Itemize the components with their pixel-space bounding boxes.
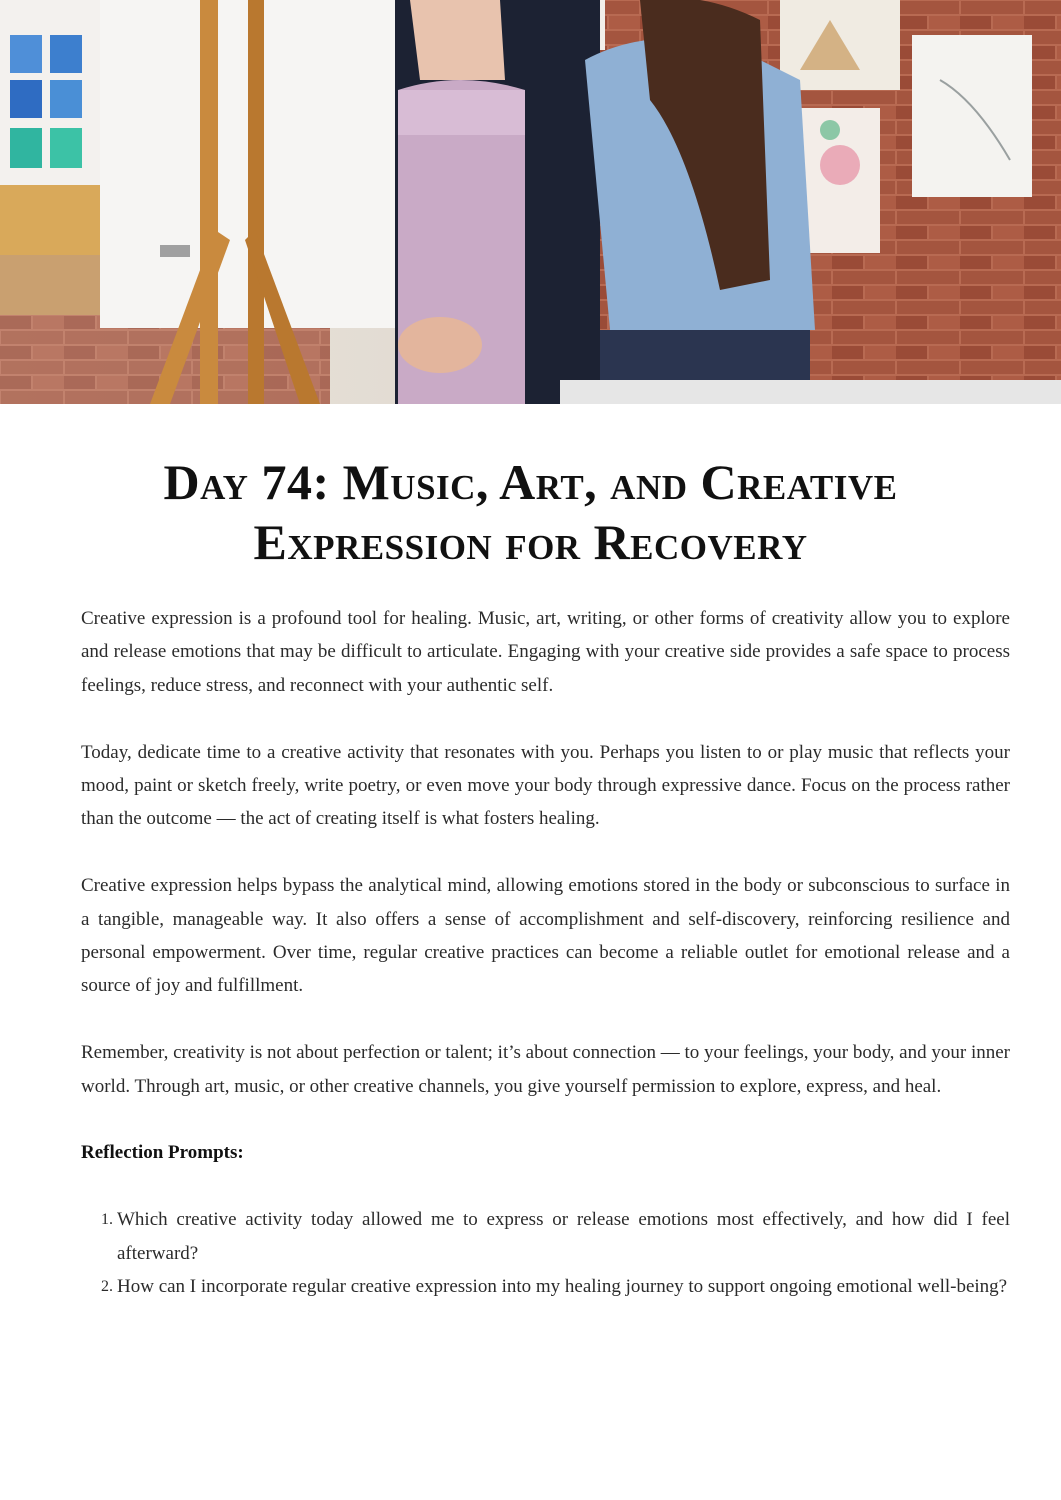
- paragraph: Creative expression helps bypass the analytical mind, allowing emotions stored in the body or subconscious to surface in a tangible, manageable way. It also offers a sense of accomplishment and self-discovery, reinforcing resilience and personal empowerment. Over time, regular creative practices can become a reliable outlet for emotional release and a source of joy and fulfillment.: [81, 875, 1010, 997]
- reflection-heading: Reflection Prompts:: [81, 1142, 244, 1164]
- page-title: [60, 452, 1001, 572]
- list-number: 1.: [101, 1211, 113, 1229]
- painter-left: [395, 0, 600, 404]
- list-item-text: How can I incorporate regular creative expression into my healing journey to support ongoing emotional well-being?: [117, 1276, 1008, 1298]
- title-line-1: Day 74: Music, Art, and Creative: [163, 454, 898, 510]
- paragraph: Today, dedicate time to a creative activity that resonates with you. Perhaps you listen to or play music that reflects your mood, paint or sketch freely, write poetry, or even move your body through expressive dance. Focus on the process rather than the outcome — the act of creating itself is what fosters healing.: [81, 741, 1010, 830]
- list-item-text: Which creative activity today allowed me to express or release emotions most effectively, and how did I feel afterward?: [117, 1209, 1010, 1264]
- paragraph: Creative expression is a profound tool for healing. Music, art, writing, or other forms of creativity allow you to explore and release emotions that may be difficult to articulate. Engaging with your creative side provides a safe space to process feelings, reduce stress, and reconnect with your authentic self.: [81, 608, 1010, 696]
- title-line-2: Expression for Recovery: [253, 514, 808, 570]
- list-number: 2.: [101, 1278, 113, 1296]
- reflection-list: [81, 1203, 1010, 1303]
- paint-swatches: [0, 0, 110, 315]
- hero-photo: [0, 0, 1061, 404]
- article-body: [81, 602, 1010, 1303]
- paragraph: Remember, creativity is not about perfection or talent; it’s about connection — to your feelings, your body, and your inner world. Through art, music, or other creative channels, you give yourself permission to explore, express, and heal.: [81, 1042, 1010, 1097]
- list-item: [81, 1203, 1010, 1270]
- list-item: [81, 1270, 1010, 1303]
